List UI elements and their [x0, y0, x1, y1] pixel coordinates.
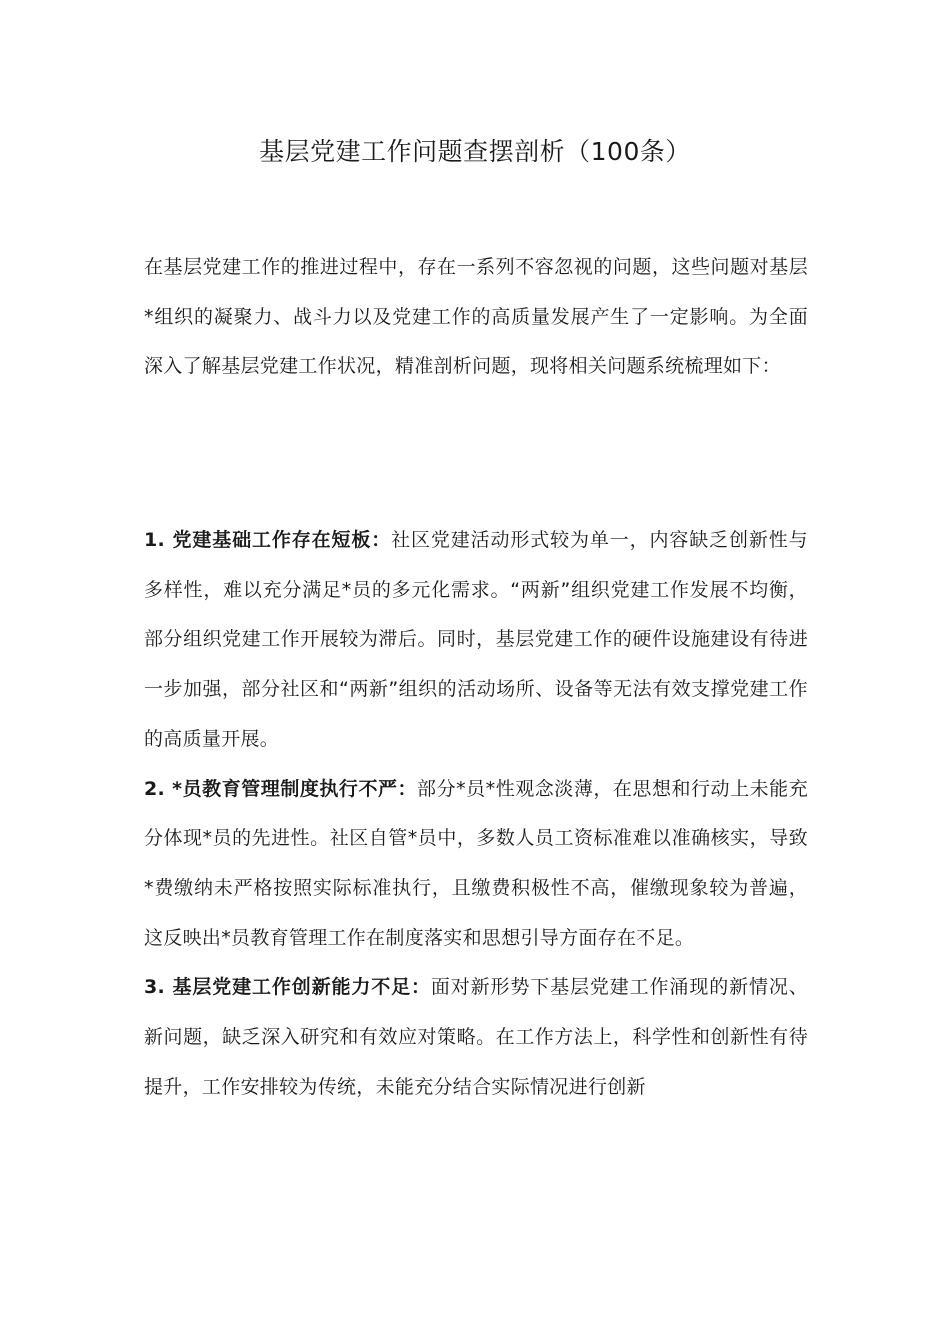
item-heading: 3. 基层党建工作创新能力不足：	[144, 976, 431, 999]
item-text: 部分*员*性观念淡薄，在思想和行动上未能充分体现*员的先进性。社区自管*员中，多数人员工资标准难以准确核实，导致*费缴纳未严格按照实际标准执行，且缴费积极性不高，催缴现象较为普遍，这反映出*员教育管理工作在制度落实和思想引导方面存在不足。	[144, 777, 808, 949]
item-heading: 2. *员教育管理制度执行不严：	[144, 777, 418, 800]
list-item	[144, 765, 808, 964]
item-heading: 1. 党建基础工作存在短板：	[144, 529, 392, 551]
item-text: 面对新形势下基层党建工作涌现的新情况、新问题，缺乏深入研究和有效应对策略。在工作方法上，科学性和创新性有待提升，工作安排较为传统，未能充分结合实际情况进行创新	[144, 976, 808, 1098]
intro-paragraph: 在基层党建工作的推进过程中，存在一系列不容忽视的问题，这些问题对基层*组织的凝聚力、战斗力以及党建工作的高质量发展产生了一定影响。为全面深入了解基层党建工作状况，精准剖析问题，现将相关问题系统梳理如下：	[144, 256, 808, 378]
list-item	[144, 516, 808, 765]
document-title: 基层党建工作问题查摆剖析（100条）	[259, 137, 691, 166]
item-list	[144, 516, 808, 1112]
list-item	[144, 963, 808, 1112]
item-text: 社区党建活动形式较为单一，内容缺乏创新性与多样性，难以充分满足*员的多元化需求。“两新”组织党建工作发展不均衡，部分组织党建工作开展较为滞后。同时，基层党建工作的硬件设施建设有待进一步加强，部分社区和“两新”组织的活动场所、设备等无法有效支撑党建工作的高质量开展。	[144, 529, 808, 750]
